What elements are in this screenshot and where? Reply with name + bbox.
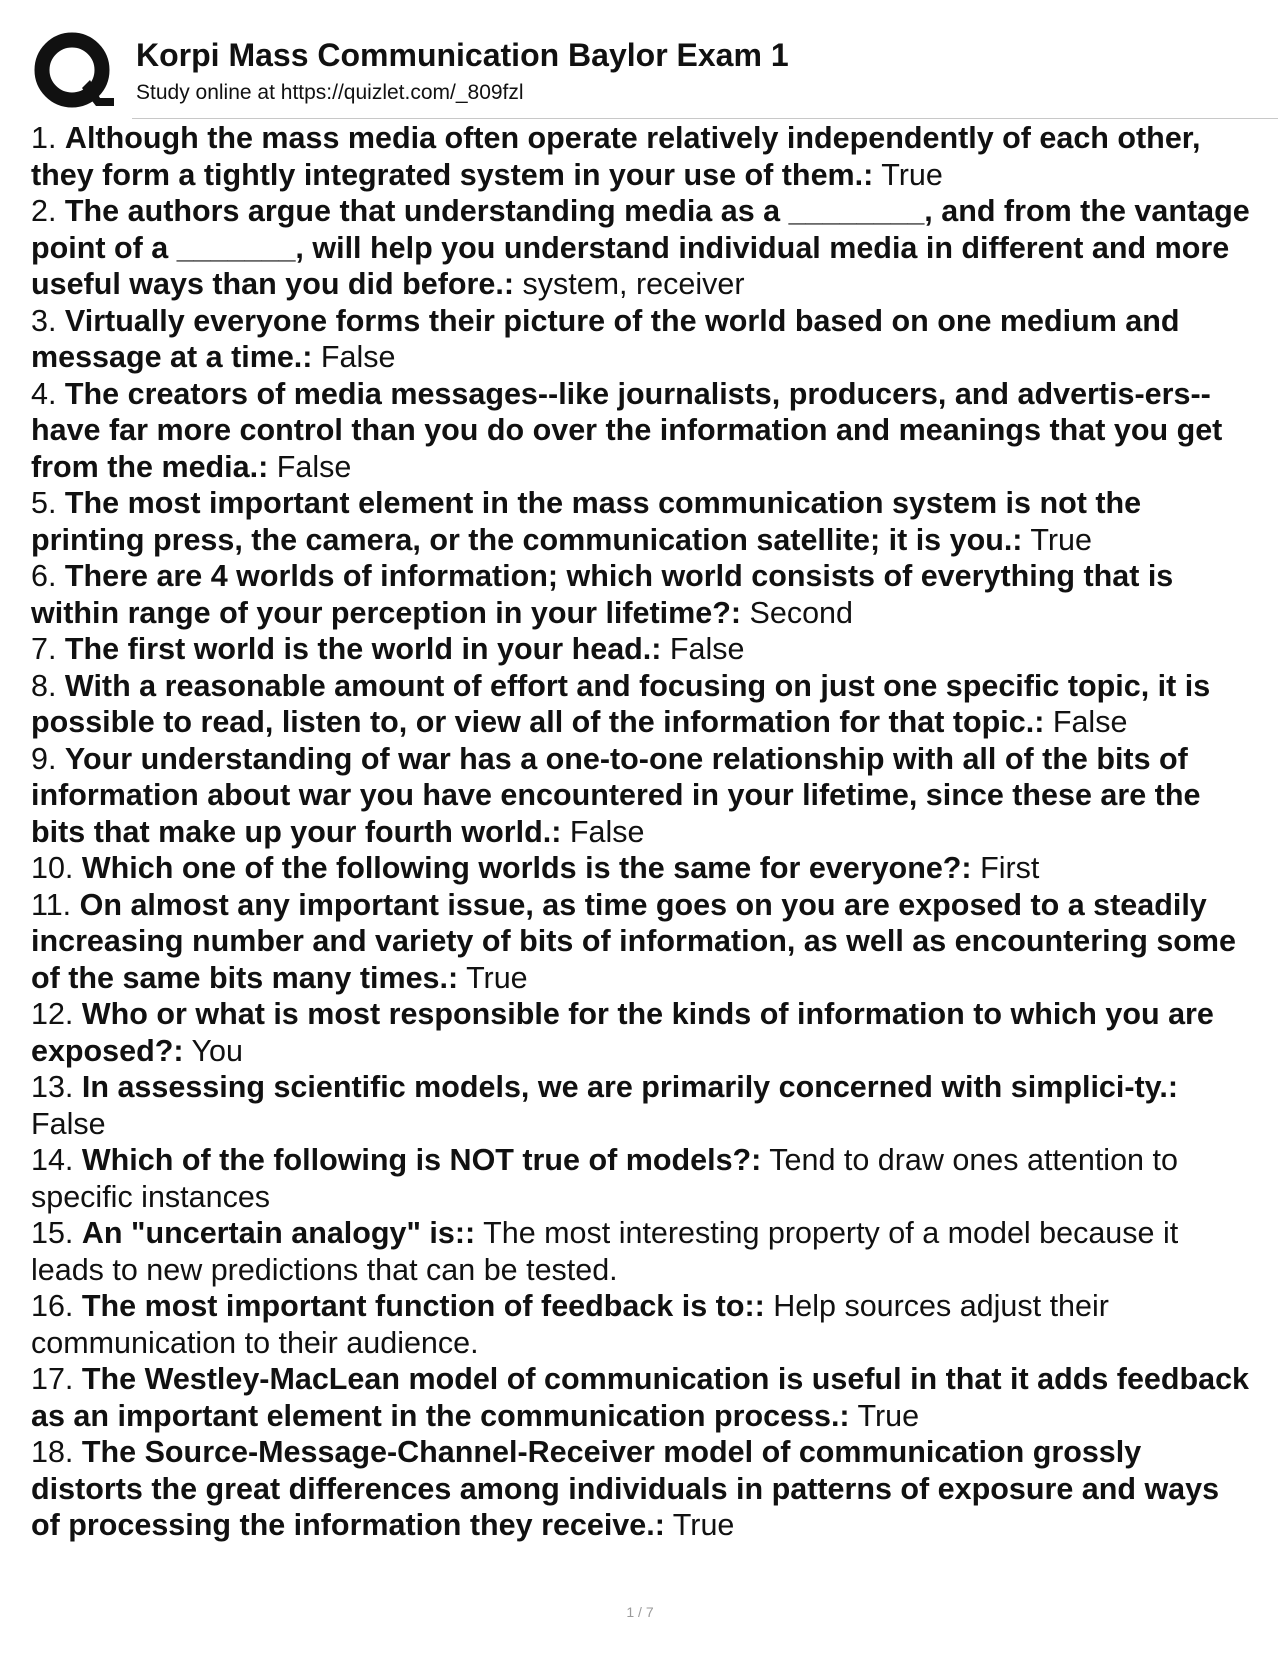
- question-text: An "uncertain analogy" is::: [81, 1216, 476, 1250]
- question-text: Although the mass media often operate relatively independently of each other, they form a tightly integrated system in your use of them.:: [31, 121, 1201, 192]
- answer-text: True: [857, 1398, 920, 1433]
- question-text: Which one of the following worlds is the same for everyone?:: [81, 851, 972, 885]
- answer-text: You: [191, 1033, 243, 1068]
- item-number: 18.: [31, 1435, 74, 1469]
- answer-text: Tend to draw ones attention to specific instances: [31, 1143, 1178, 1214]
- qa-item: [31, 485, 1253, 558]
- answer-text: True: [672, 1508, 735, 1542]
- item-number: 12.: [31, 997, 74, 1031]
- item-number: 8.: [31, 668, 57, 703]
- item-number: 10.: [31, 851, 74, 885]
- qa-item: [31, 631, 1253, 668]
- answer-text: True: [881, 157, 943, 192]
- answer-text: True: [1030, 522, 1092, 557]
- answer-text: False: [1052, 705, 1128, 739]
- question-answer-list: [31, 120, 1253, 1544]
- qa-item: [31, 193, 1253, 303]
- qa-item: [31, 1069, 1253, 1142]
- question-text: Which of the following is NOT true of models?:: [81, 1143, 762, 1177]
- answer-text: True: [466, 960, 528, 995]
- document-header: [30, 28, 1250, 120]
- quizlet-logo-icon: [30, 30, 116, 116]
- question-text: The Westley-MacLean model of communication is useful in that it adds feedback as an important element in the communication process.:: [31, 1362, 1250, 1433]
- qa-item: [31, 303, 1253, 376]
- qa-item: [31, 1288, 1253, 1361]
- question-text: With a reasonable amount of effort and focusing on just one specific topic, it is possible to read, listen to, or view all of the information for that topic.:: [31, 668, 1211, 739]
- answer-text: False: [320, 340, 396, 374]
- answer-text: First: [980, 851, 1040, 885]
- item-number: 6.: [31, 559, 57, 593]
- item-number: 7.: [31, 632, 57, 666]
- answer-text: Second: [749, 595, 853, 630]
- item-number: 16.: [31, 1289, 74, 1323]
- study-online-link[interactable]: Study online at https://quizlet.com/_809fzl: [136, 81, 524, 104]
- question-text: Virtually everyone forms their picture of the world based on one medium and message at a time.:: [31, 303, 1180, 374]
- qa-item: [31, 1142, 1253, 1215]
- answer-text: The most interesting property of a model because it leads to new predictions that can be tested.: [31, 1216, 1179, 1287]
- item-number: 17.: [31, 1362, 74, 1396]
- question-text: In assessing scientific models, we are primarily concerned with simplici-ty.:: [81, 1070, 1178, 1104]
- qa-item: [31, 120, 1253, 193]
- question-text: On almost any important issue, as time goes on you are exposed to a steadily increasing number and variety of bits of information, as well as encountering some of the same bits many times.:: [31, 887, 1237, 995]
- question-text: Your understanding of war has a one-to-one relationship with all of the bits of information about war you have encountered in your lifetime, since these are the bits that make up your fourth world.:: [31, 741, 1201, 849]
- question-text: The most important element in the mass communication system is not the printing press, the camera, or the communication satellite; it is you.:: [31, 486, 1142, 557]
- answer-text: system, receiver: [522, 267, 745, 301]
- question-text: Who or what is most responsible for the kinds of information to which you are exposed?:: [31, 997, 1214, 1068]
- qa-item: [31, 376, 1253, 486]
- header-divider: [132, 118, 1278, 119]
- item-number: 2.: [31, 194, 57, 228]
- item-number: 14.: [31, 1143, 74, 1177]
- item-number: 3.: [31, 303, 57, 338]
- qa-item: [31, 850, 1253, 887]
- qa-item: [31, 1434, 1253, 1544]
- item-number: 13.: [31, 1070, 74, 1104]
- qa-item: [31, 668, 1253, 741]
- answer-text: False: [669, 632, 745, 666]
- item-number: 4.: [31, 376, 57, 411]
- answer-text: Help sources adjust their communication to their audience.: [31, 1289, 1109, 1360]
- item-number: 15.: [31, 1216, 74, 1250]
- qa-item: [31, 887, 1253, 997]
- qa-item: [31, 1215, 1253, 1288]
- question-text: The first world is the world in your head.:: [64, 632, 662, 666]
- item-number: 5.: [31, 486, 57, 520]
- item-number: 9.: [31, 741, 57, 776]
- answer-text: False: [569, 814, 645, 849]
- question-text: There are 4 worlds of information; which world consists of everything that is within range of your perception in your lifetime?:: [31, 559, 1174, 630]
- question-text: The authors argue that understanding media as a ________, and from the vantage point of a _______, will help you understand individual media in different and more useful ways than you did before.:: [31, 194, 1250, 301]
- qa-item: [31, 996, 1253, 1069]
- item-number: 1.: [31, 121, 57, 155]
- question-text: The Source-Message-Channel-Receiver model of communication grossly distorts the great differences among individuals in patterns of exposure and ways of processing the information they receive.:: [31, 1435, 1220, 1542]
- question-text: The most important function of feedback is to::: [81, 1289, 765, 1323]
- qa-item: [31, 741, 1253, 851]
- page-indicator: 1 / 7: [626, 1604, 654, 1620]
- answer-text: False: [276, 449, 352, 484]
- document-title: Korpi Mass Communication Baylor Exam 1: [136, 37, 789, 73]
- qa-item: [31, 558, 1253, 631]
- answer-text: False: [31, 1106, 106, 1141]
- question-text: The creators of media messages--like journalists, producers, and advertis-ers--have far more control than you do over the information and meanings that you get from the media.:: [31, 376, 1223, 484]
- item-number: 11.: [31, 887, 72, 922]
- qa-item: [31, 1361, 1253, 1434]
